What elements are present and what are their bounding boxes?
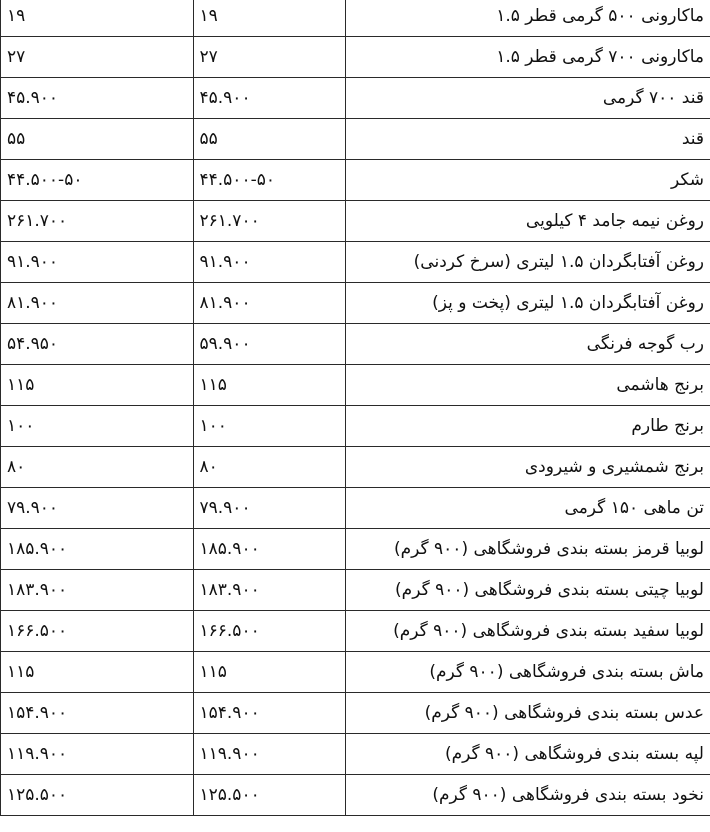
table-row	[1, 324, 710, 365]
table-row	[1, 611, 710, 652]
table-row	[1, 734, 710, 775]
price-cell-1: ۱۵۴.۹۰۰	[193, 693, 346, 734]
price-cell-2: ۱۹	[1, 0, 194, 37]
price-cell-1: ۴۴.۵۰۰-۵۰	[193, 160, 346, 201]
product-name-cell: روغن نیمه جامد ۴ کیلویی	[346, 201, 710, 242]
price-cell-1: ۱۱۵	[193, 652, 346, 693]
product-name-cell: لوبیا قرمز بسته بندی فروشگاهی (۹۰۰ گرم)	[346, 529, 710, 570]
price-cell-2: ۸۰	[1, 447, 194, 488]
product-name-cell: ماکارونی ۷۰۰ گرمی قطر ۱.۵	[346, 37, 710, 78]
product-name-cell: برنج هاشمی	[346, 365, 710, 406]
price-cell-1: ۲۷	[193, 37, 346, 78]
table-row	[1, 242, 710, 283]
price-cell-1: ۲۶۱.۷۰۰	[193, 201, 346, 242]
price-cell-1: ۵۵	[193, 119, 346, 160]
price-cell-2: ۴۵.۹۰۰	[1, 78, 194, 119]
price-cell-1: ۱۸۵.۹۰۰	[193, 529, 346, 570]
price-cell-2: ۹۱.۹۰۰	[1, 242, 194, 283]
price-cell-1: ۱۱۵	[193, 365, 346, 406]
price-cell-2: ۱۱۹.۹۰۰	[1, 734, 194, 775]
price-cell-2: ۵۵	[1, 119, 194, 160]
table-row	[1, 78, 710, 119]
table-row	[1, 365, 710, 406]
table-row	[1, 693, 710, 734]
price-cell-2: ۱۶۶.۵۰۰	[1, 611, 194, 652]
price-cell-1: ۱۹	[193, 0, 346, 37]
price-table-body	[1, 0, 710, 816]
product-name-cell: برنج طارم	[346, 406, 710, 447]
product-name-cell: لپه بسته بندی فروشگاهی (۹۰۰ گرم)	[346, 734, 710, 775]
price-cell-2: ۱۸۳.۹۰۰	[1, 570, 194, 611]
price-cell-2: ۱۱۵	[1, 365, 194, 406]
price-cell-1: ۱۶۶.۵۰۰	[193, 611, 346, 652]
table-row	[1, 283, 710, 324]
table-row	[1, 201, 710, 242]
table-row	[1, 570, 710, 611]
table-row	[1, 37, 710, 78]
product-name-cell: قند ۷۰۰ گرمی	[346, 78, 710, 119]
price-cell-1: ۸۱.۹۰۰	[193, 283, 346, 324]
product-name-cell: برنج شمشیری و شیرودی	[346, 447, 710, 488]
price-cell-2: ۱۲۵.۵۰۰	[1, 775, 194, 816]
price-cell-2: ۱۱۵	[1, 652, 194, 693]
product-name-cell: شکر	[346, 160, 710, 201]
product-name-cell: عدس بسته بندی فروشگاهی (۹۰۰ گرم)	[346, 693, 710, 734]
price-cell-1: ۱۰۰	[193, 406, 346, 447]
price-cell-2: ۲۶۱.۷۰۰	[1, 201, 194, 242]
product-name-cell: ماکارونی ۵۰۰ گرمی قطر ۱.۵	[346, 0, 710, 37]
product-name-cell: تن ماهی ۱۵۰ گرمی	[346, 488, 710, 529]
product-name-cell: روغن آفتابگردان ۱.۵ لیتری (پخت و پز)	[346, 283, 710, 324]
price-cell-2: ۵۴.۹۵۰	[1, 324, 194, 365]
product-name-cell: لوبیا چیتی بسته بندی فروشگاهی (۹۰۰ گرم)	[346, 570, 710, 611]
price-cell-2: ۴۴.۵۰۰-۵۰	[1, 160, 194, 201]
price-cell-2: ۱۰۰	[1, 406, 194, 447]
price-cell-1: ۴۵.۹۰۰	[193, 78, 346, 119]
table-row	[1, 406, 710, 447]
price-cell-1: ۱۸۳.۹۰۰	[193, 570, 346, 611]
table-row	[1, 160, 710, 201]
product-name-cell: نخود بسته بندی فروشگاهی (۹۰۰ گرم)	[346, 775, 710, 816]
price-cell-2: ۱۸۵.۹۰۰	[1, 529, 194, 570]
price-cell-2: ۸۱.۹۰۰	[1, 283, 194, 324]
product-name-cell: رب گوجه فرنگی	[346, 324, 710, 365]
price-cell-1: ۱۲۵.۵۰۰	[193, 775, 346, 816]
table-row	[1, 0, 710, 37]
price-cell-1: ۱۱۹.۹۰۰	[193, 734, 346, 775]
price-cell-1: ۸۰	[193, 447, 346, 488]
table-row	[1, 652, 710, 693]
table-row	[1, 119, 710, 160]
table-row	[1, 447, 710, 488]
table-row	[1, 488, 710, 529]
price-cell-1: ۷۹.۹۰۰	[193, 488, 346, 529]
product-name-cell: ماش بسته بندی فروشگاهی (۹۰۰ گرم)	[346, 652, 710, 693]
price-cell-1: ۵۹.۹۰۰	[193, 324, 346, 365]
table-row	[1, 529, 710, 570]
product-name-cell: روغن آفتابگردان ۱.۵ لیتری (سرخ کردنی)	[346, 242, 710, 283]
price-cell-1: ۹۱.۹۰۰	[193, 242, 346, 283]
product-name-cell: لوبیا سفید بسته بندی فروشگاهی (۹۰۰ گرم)	[346, 611, 710, 652]
table-row	[1, 775, 710, 816]
price-cell-2: ۲۷	[1, 37, 194, 78]
price-cell-2: ۱۵۴.۹۰۰	[1, 693, 194, 734]
price-cell-2: ۷۹.۹۰۰	[1, 488, 194, 529]
product-name-cell: قند	[346, 119, 710, 160]
